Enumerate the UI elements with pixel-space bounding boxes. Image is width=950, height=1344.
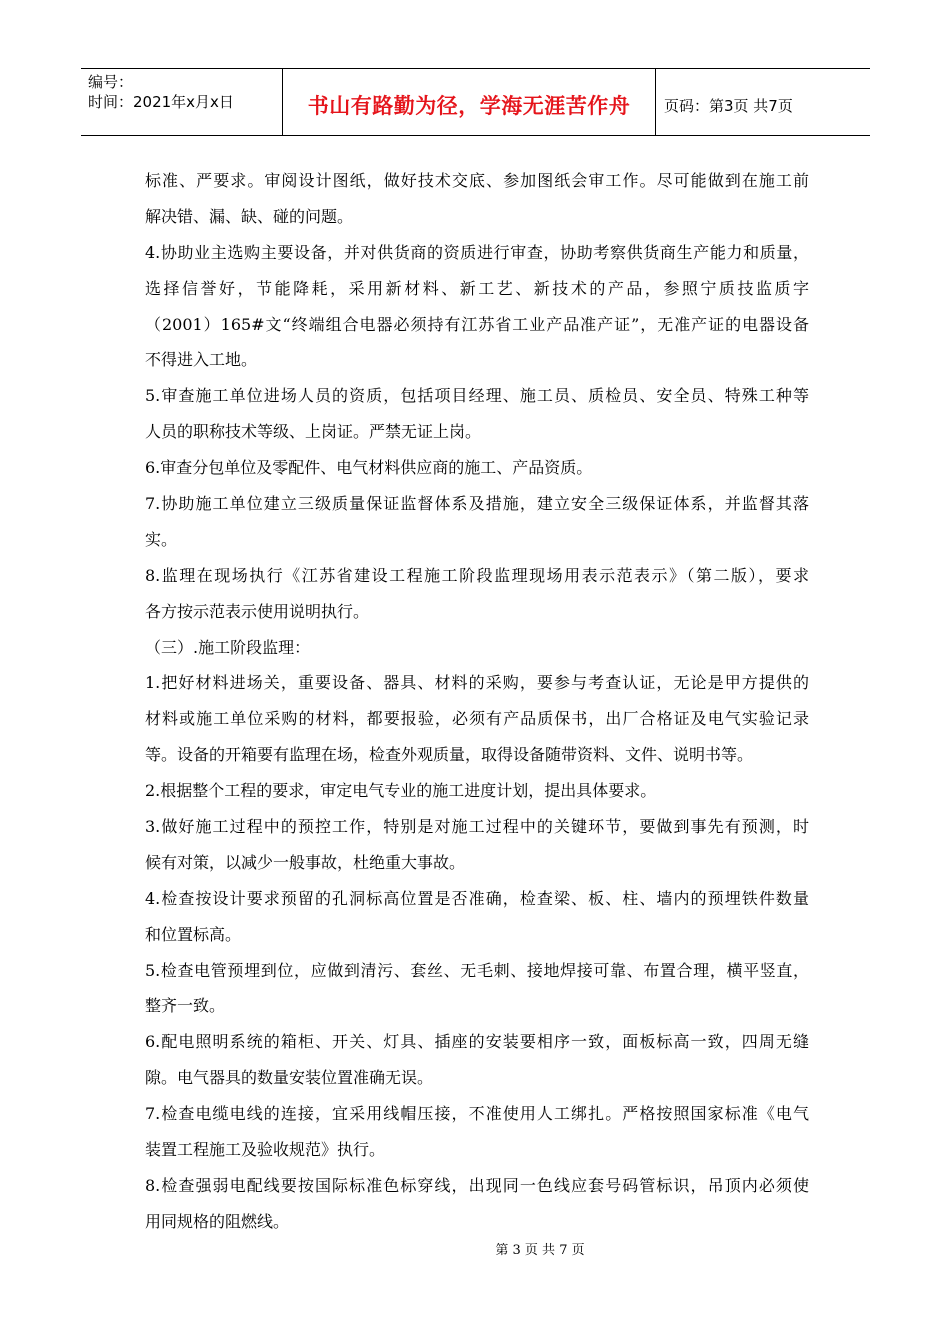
body-line: 装置工程施工及验收规范》执行。 — [145, 1140, 386, 1160]
body-line: 等。设备的开箱要有监理在场，检查外观质量，取得设备随带资料、文件、说明书等。 — [145, 745, 754, 765]
body-line: （2001）165#文“终端组合电器必须持有江苏省工业产品准产证”，无准产证的电器设备 — [145, 314, 809, 334]
body-line: 6.配电照明系统的箱柜、开关、灯具、插座的安装要相序一致，面板标高一致，四周无缝 — [145, 1032, 809, 1052]
body-line: 7.协助施工单位建立三级质量保证监督体系及措施，建立安全三级保证体系，并监督其落 — [145, 494, 809, 514]
body-line: 4.检查按设计要求预留的孔洞标高位置是否准确，检查梁、板、柱、墙内的预埋铁件数量 — [145, 888, 809, 908]
body-line: 7.检查电缆电线的连接，宜采用线帽压接，不准使用人工绑扎。严格按照国家标准《电气 — [145, 1104, 809, 1124]
body-line: 标准、严要求。审阅设计图纸，做好技术交底、参加图纸会审工作。尽可能做到在施工前 — [145, 171, 809, 190]
body-line: 各方按示范表示使用说明执行。 — [145, 601, 370, 621]
body-line: 实。 — [145, 529, 178, 549]
header-meta-cell — [81, 69, 283, 135]
header-page-info: 页码：第3页 共7页 — [664, 96, 793, 115]
body-line: 4.协助业主选购主要设备，并对供货商的资质进行审查，协助考察供货商生产能力和质量， — [145, 242, 809, 262]
page-header — [81, 68, 870, 136]
body-line: 2.根据整个工程的要求，审定电气专业的施工进度计划，提出具体要求。 — [145, 781, 657, 801]
body-line: 3.做好施工过程中的预控工作，特别是对施工过程中的关键环节，要做到事先有预测，时 — [145, 817, 809, 837]
body-line: 8.检查强弱电配线要按国际标准色标穿线，出现同一色线应套号码管标识，吊顶内必须使 — [145, 1175, 809, 1195]
body-line: 8.监理在现场执行《江苏省建设工程施工阶段监理现场用表示范表示》（第二版），要求 — [145, 565, 809, 585]
body-line: 材料或施工单位采购的材料，都要报验，必须有产品质保书，出厂合格证及电气实验记录 — [145, 709, 809, 729]
body-line: 候有对策，以减少一般事故，杜绝重大事故。 — [145, 852, 466, 872]
body-line: 解决错、漏、缺、碰的问题。 — [145, 206, 354, 226]
section-heading: （三）.施工阶段监理： — [145, 637, 311, 657]
body-line: 整齐一致。 — [145, 996, 226, 1016]
body-line: 6.审查分包单位及零配件、电气材料供应商的施工、产品资质。 — [145, 458, 593, 478]
number-label: 编号： — [88, 73, 134, 91]
body-line: 和位置标高。 — [145, 924, 242, 944]
body-line: 人员的职称技术等级、上岗证。严禁无证上岗。 — [145, 422, 482, 442]
body-line: 5.检查电管预埋到位，应做到清污、套丝、无毛刺、接地焊接可靠、布置合理，横平竖直， — [145, 960, 809, 980]
body-line: 1.把好材料进场关，重要设备、器具、材料的采购，要参与考查认证，无论是甲方提供的 — [145, 673, 809, 693]
body-line: 用同规格的阻燃线。 — [145, 1211, 290, 1231]
time-label: 时间：2021年x月x日 — [88, 93, 234, 111]
body-line: 5.审查施工单位进场人员的资质，包括项目经理、施工员、质检员、安全员、特殊工种等 — [145, 386, 809, 406]
page-footer: 第 3 页 共 7 页 — [495, 1243, 585, 1258]
body-line: 选择信誉好，节能降耗，采用新材料、新工艺、新技术的产品，参照宁质技监质字 — [145, 278, 809, 298]
document-body — [145, 163, 809, 1240]
header-motto: 书山有路勤为径，学海无涯苦作舟 — [283, 69, 656, 135]
body-line: 不得进入工地。 — [145, 350, 258, 370]
body-line: 隙。电气器具的数量安装位置准确无误。 — [145, 1068, 434, 1088]
